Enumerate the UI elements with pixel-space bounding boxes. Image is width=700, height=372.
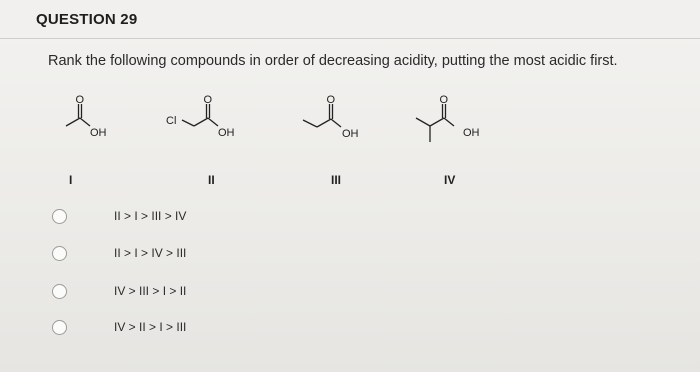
compound-2-oxygen: O (203, 94, 213, 106)
compound-3-numeral: III (331, 173, 342, 187)
compound-1-structure (60, 92, 130, 152)
compound-2-hydroxyl: OH (218, 127, 235, 139)
question-header (0, 0, 700, 39)
option-4-label[interactable]: IV > II > I > III (114, 320, 187, 334)
compound-2-chlorine: Cl (166, 115, 177, 127)
question-prompt: Rank the following compounds in order of decreasing acidity, putting the most acidic first. (48, 53, 618, 69)
option-3-label[interactable]: IV > III > I > II (114, 284, 187, 298)
compound-2-structure (162, 92, 262, 152)
option-1-radio[interactable] (52, 209, 67, 224)
compound-4-numeral: IV (444, 173, 456, 187)
compound-3-hydroxyl: OH (342, 128, 359, 140)
compound-4-structure (410, 92, 510, 162)
answer-option-3[interactable] (52, 282, 312, 304)
option-2-label[interactable]: II > I > IV > III (114, 246, 187, 260)
compound-4-hydroxyl: OH (463, 127, 480, 139)
option-2-radio[interactable] (52, 246, 67, 261)
compound-1-numeral: I (69, 173, 73, 187)
option-3-radio[interactable] (52, 284, 67, 299)
question-title: QUESTION 29 (36, 11, 138, 28)
compound-4-oxygen: O (439, 94, 449, 106)
compound-1-hydroxyl: OH (90, 127, 107, 139)
compound-3-oxygen: O (326, 94, 336, 106)
answer-option-1[interactable] (52, 207, 312, 229)
compound-3-structure (297, 92, 387, 152)
option-4-radio[interactable] (52, 320, 67, 335)
compound-1-oxygen: O (75, 94, 85, 106)
option-1-label[interactable]: II > I > III > IV (114, 209, 187, 223)
answer-option-4[interactable] (52, 318, 312, 340)
answer-option-2[interactable] (52, 244, 312, 266)
compound-2-numeral: II (208, 173, 215, 187)
